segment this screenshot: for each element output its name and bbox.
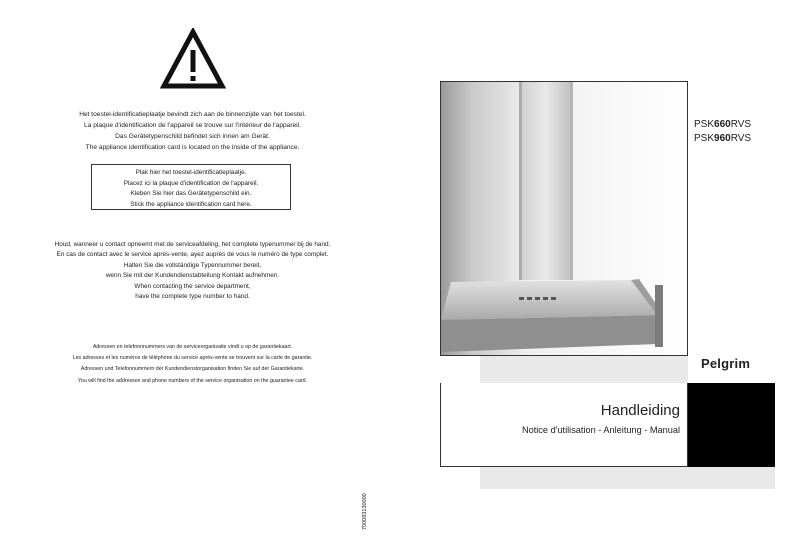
stick-line-de: Kleben Sie hier das Gerätetypenschild ein.	[130, 190, 252, 197]
service-line: Houd, wanneer u contact opneemt met de serviceafdeling, het complete typenummer bij de hand.	[54, 241, 331, 248]
stick-line-fr: Placez ici la plaque d'identification de l'appareil.	[123, 179, 259, 187]
model-suffix: RVS	[730, 132, 752, 144]
service-line: have the complete type number to hand.	[135, 293, 250, 301]
black-corner-block	[688, 383, 775, 467]
service-line: wenn Sie mit der Kundendienstabteilung Kontakt aufnehmen.	[105, 272, 280, 280]
model-number	[694, 118, 774, 132]
warning-triangle-icon	[160, 28, 226, 90]
model-prefix: PSK	[694, 119, 715, 130]
model-number	[694, 132, 774, 146]
model-numbers	[694, 118, 774, 145]
service-line: When contacting the service department,	[134, 282, 251, 290]
stick-line-nl: Plak hier het toestel-identificatieplaatje.	[135, 169, 247, 176]
model-prefix: PSK	[694, 132, 715, 144]
manual-subtitle: Notice d'utilisation - Anleitung - Manual	[521, 425, 680, 435]
service-line: En cas de contact avec le service après-vente, ayez auprès de vous le numéro de type complet.	[56, 251, 329, 259]
service-address-text	[20, 342, 365, 387]
service-contact-text	[20, 240, 365, 302]
id-line-en: The appliance identification card is located on the inside of the appliance.	[85, 144, 300, 151]
address-line: Adressen und Telefonnummern der Kundendienstorganisation finden Sie auf der Garantiekarte.	[80, 366, 305, 373]
identification-location-text	[30, 109, 355, 153]
identification-card-box	[91, 164, 291, 210]
model-suffix: RVS	[730, 119, 752, 130]
brand-logo: Pelgrim	[701, 356, 751, 371]
address-line: Les adresses et les numéros de téléphone du service après-vente se trouvent sur la carte de garantie.	[72, 355, 313, 362]
id-line-fr: La plaque d'identification de l'appareil se trouve sur l'intérieur de l'appareil.	[84, 122, 301, 129]
model-size: 660	[714, 119, 731, 130]
stick-line-en: Stick the appliance identification card here.	[130, 200, 252, 208]
id-line-nl: Het toestel-identificatieplaatje bevindt zich aan de binnenzijde van het toestel.	[79, 111, 306, 118]
address-line: You will find the addresses and phone numbers of the service organisation on the guarantee card.	[77, 377, 308, 384]
address-line: Adressen en telefoonnummers van de serviceorganisatie vindt u op de garantiekaart.	[92, 344, 293, 350]
model-size: 960	[714, 132, 731, 144]
document-code: 700083130000	[362, 493, 368, 530]
manual-title: Handleiding	[600, 402, 680, 419]
id-line-de: Das Gerätetypenschild befindet sich innen am Gerät.	[115, 133, 270, 140]
cooker-hood-photo	[440, 81, 688, 356]
service-line: Halten Sie die vollständige Typennummer bereit,	[123, 261, 262, 269]
cooker-hood-image	[441, 82, 687, 355]
